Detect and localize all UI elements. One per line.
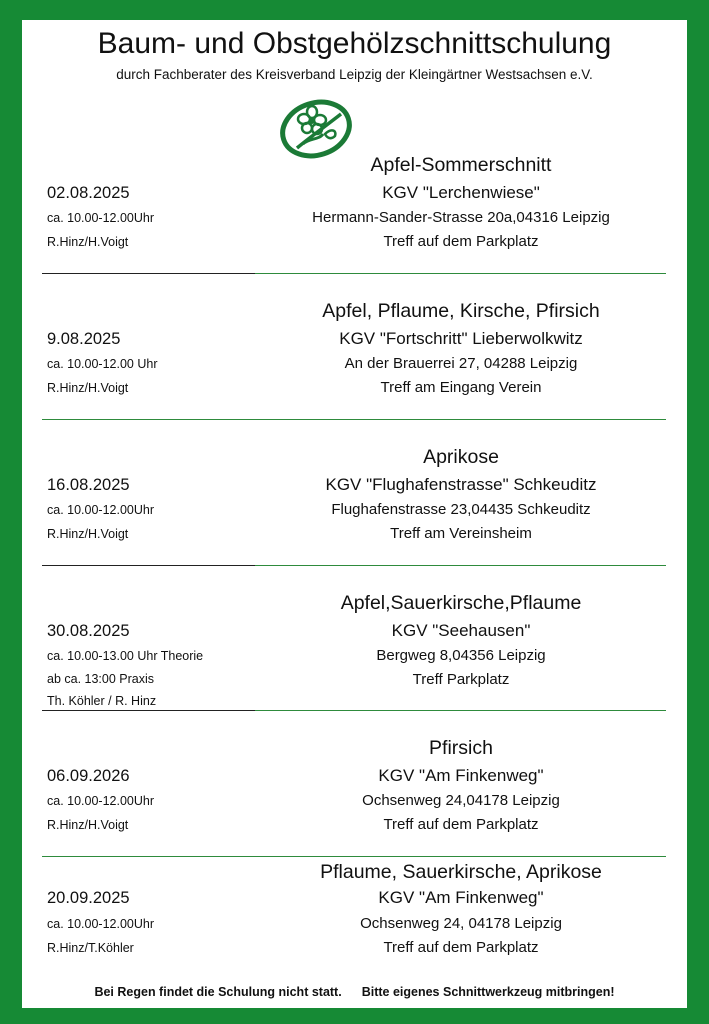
- session-garden: KGV "Fortschritt" Lieberwolkwitz: [339, 329, 583, 348]
- session-time-practice: ab ca. 13:00 Praxis: [47, 672, 155, 686]
- session-date: 06.09.2026: [47, 767, 130, 785]
- session-fruit: Aprikose: [423, 446, 499, 468]
- session-leaders: R.Hinz/H.Voigt: [47, 381, 129, 395]
- flyer-page: [22, 20, 687, 1008]
- session-date: 9.08.2025: [47, 330, 121, 348]
- session-meeting-point: Treff auf dem Parkplatz: [383, 233, 539, 250]
- session-time: ca. 10.00-12.00Uhr: [47, 503, 155, 517]
- session-garden: KGV "Am Finkenweg": [378, 766, 544, 785]
- session-date: 20.09.2025: [47, 889, 130, 907]
- page-subtitle: durch Fachberater des Kreisverband Leipzig der Kleingärtner Westsachsen e.V.: [116, 67, 593, 82]
- session-garden: KGV "Am Finkenweg": [378, 888, 544, 907]
- session-fruit: Pfirsich: [429, 737, 493, 759]
- session-leaders: Th. Köhler / R. Hinz: [47, 694, 157, 708]
- session-time: ca. 10.00-12.00Uhr: [47, 794, 155, 808]
- session-meeting-point: Treff auf dem Parkplatz: [383, 816, 539, 833]
- session-garden: KGV "Flughafenstrasse" Schkeuditz: [325, 475, 597, 494]
- session-address: An der Brauerrei 27, 04288 Leipzig: [344, 355, 578, 372]
- session-garden: KGV "Seehausen": [391, 621, 531, 640]
- session-fruit: Pflaume, Sauerkirsche, Aprikose: [320, 861, 602, 883]
- session-meeting-point: Treff auf dem Parkplatz: [383, 939, 539, 956]
- divider-left: [42, 710, 255, 711]
- session-address: Bergweg 8,04356 Leipzig: [376, 647, 546, 664]
- footer-notes: [22, 984, 687, 1000]
- session-address: Hermann-Sander-Strasse 20a,04316 Leipzig: [312, 209, 610, 226]
- divider-left: [42, 273, 255, 274]
- session-time: ca. 10.00-12.00Uhr: [47, 211, 155, 225]
- session-address: Ochsenweg 24,04178 Leipzig: [362, 792, 560, 809]
- session-meeting-point: Treff am Eingang Verein: [380, 379, 542, 396]
- session-address: Ochsenweg 24, 04178 Leipzig: [360, 915, 562, 932]
- session-fruit: Apfel,Sauerkirsche,Pflaume: [340, 592, 582, 614]
- session-fruit: Apfel, Pflaume, Kirsche, Pfirsich: [322, 300, 600, 322]
- divider-left: [42, 565, 255, 566]
- flower-logo-icon: [279, 98, 353, 160]
- divider: [42, 419, 666, 420]
- session-fruit: Apfel-Sommerschnitt: [370, 154, 552, 176]
- session-meeting-point: Treff Parkplatz: [412, 671, 510, 688]
- session-time: ca. 10.00-12.00 Uhr: [47, 357, 158, 371]
- tools-note: Bitte eigenes Schnittwerkzeug mitbringen!: [361, 985, 615, 999]
- session-date: 16.08.2025: [47, 476, 130, 494]
- page-title: Baum- und Obstgehölzschnittschulung: [97, 27, 612, 60]
- session-garden: KGV "Lerchenwiese": [382, 183, 540, 202]
- rain-note: Bei Regen findet die Schulung nicht statt.: [94, 985, 342, 999]
- session-leaders: R.Hinz/H.Voigt: [47, 235, 129, 249]
- session-date: 30.08.2025: [47, 622, 130, 640]
- divider-right: [255, 273, 666, 274]
- session-leaders: R.Hinz/T.Köhler: [47, 941, 134, 955]
- divider: [42, 856, 666, 857]
- divider-right: [255, 710, 666, 711]
- divider-right: [255, 565, 666, 566]
- session-address: Flughafenstrasse 23,04435 Schkeuditz: [331, 501, 591, 518]
- session-time: ca. 10.00-12.00Uhr: [47, 917, 155, 931]
- session-leaders: R.Hinz/H.Voigt: [47, 818, 129, 832]
- session-meeting-point: Treff am Vereinsheim: [390, 525, 532, 542]
- session-leaders: R.Hinz/H.Voigt: [47, 527, 129, 541]
- session-time: ca. 10.00-13.00 Uhr Theorie: [47, 649, 204, 663]
- session-date: 02.08.2025: [47, 184, 130, 202]
